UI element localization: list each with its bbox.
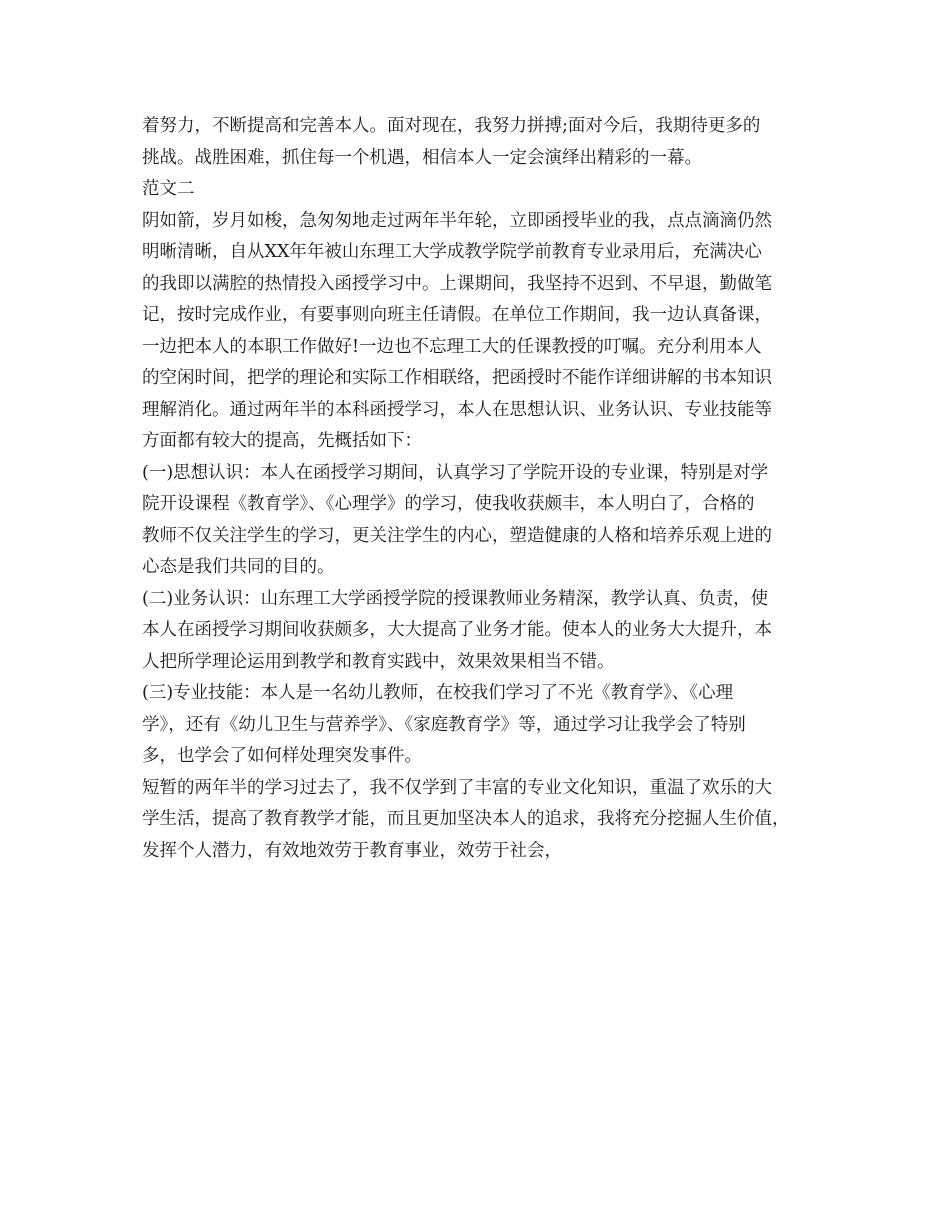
text-line: (一)思想认识：本人在函授学习期间，认真学习了学院开设的专业课，特别是对学 — [142, 462, 769, 483]
text-line: 明晰清晰，自从XX年年被山东理工大学成教学院学前教育专业录用后，充满决心 — [142, 242, 762, 262]
text-line: 的空闲时间，把学的理论和实际工作相联络，把函授时不能作详细讲解的书本知识 — [142, 368, 772, 388]
text-line: 教师不仅关注学生的学习，更关注学生的内心，塑造健康的人格和培养乐观上进的 — [142, 525, 772, 546]
text-line: 本人在函授学习期间收获颇多，大大提高了业务才能。使本人的业务大大提升，本 — [142, 620, 772, 640]
text-line: 挑战。战胜困难，抓住每一个机遇，相信本人一定会演绎出精彩的一幕。 — [142, 147, 702, 168]
text-line: (二)业务认识：山东理工大学函授学院的授课教师业务精深，教学认真、负责，使 — [142, 588, 769, 609]
text-line: 学》，还有《幼儿卫生与营养学》、《家庭教育学》等，通过学习让我学会了特别 — [142, 714, 746, 735]
section-heading: 范文二 — [142, 179, 195, 199]
text-line: 心态是我们共同的目的。 — [142, 557, 335, 577]
text-line: 着努力，不断提高和完善本人。面对现在，我努力拼搏;面对今后，我期待更多的 — [142, 116, 761, 136]
text-line: 方面都有较大的提高，先概括如下： — [142, 431, 422, 451]
text-line: 发挥个人潜力，有效地效劳于教育事业，效劳于社会， — [142, 840, 562, 861]
text-line: 院开设课程《教育学》、《心理学》的学习，使我收获颇丰，本人明白了，合格的 — [142, 494, 755, 514]
text-line: (三)专业技能：本人是一名幼儿教师，在校我们学习了不光《教育学》、《心理 — [142, 683, 734, 703]
text-line: 阴如箭，岁月如梭，急匆匆地走过两年半年轮，立即函授毕业的我，点点滴滴仍然 — [142, 210, 772, 231]
text-line: 学生活，提高了教育教学才能，而且更加坚决本人的追求，我将充分挖掘人生价值， — [142, 809, 790, 829]
text-line: 多，也学会了如何样处理突发事件。 — [142, 746, 422, 766]
text-line: 理解消化。通过两年半的本科函授学习，本人在思想认识、业务认识、专业技能等 — [142, 399, 772, 420]
text-line: 的我即以满腔的热情投入函授学习中。上课期间，我坚持不迟到、不早退，勤做笔 — [142, 273, 772, 294]
document-body — [142, 111, 832, 867]
text-line: 短暂的两年半的学习过去了，我不仅学到了丰富的专业文化知识，重温了欢乐的大 — [142, 777, 772, 798]
text-line: 记，按时完成作业，有要事则向班主任请假。在单位工作期间，我一边认真备课， — [142, 305, 772, 325]
text-line: 人把所学理论运用到教学和教育实践中，效果效果相当不错。 — [142, 651, 615, 672]
text-line: 一边把本人的本职工作做好!一边也不忘理工大的任课教授的叮嘱。充分利用本人 — [142, 336, 762, 357]
